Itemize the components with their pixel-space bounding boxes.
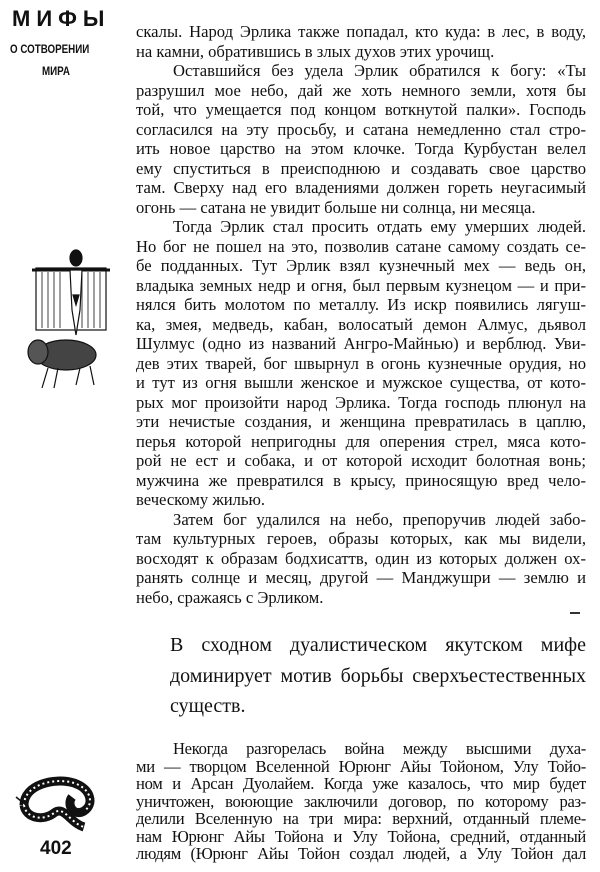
text-line: Некогда разгорелась война между высшими духа- [173, 739, 586, 758]
intro-line: доминирует мотив борьбы сверхъестественных [170, 664, 586, 687]
text-line: рых мог произойти народ Эрлика. Тогда господь плюнул на [136, 392, 586, 412]
text-line: Затем бог удалился на небо, препоручив людей забо- [173, 509, 586, 529]
text-line: на камни, обратившись в злых духов этих урочищ. [136, 41, 495, 61]
text-line: там. Сверху над его владениями должен гореть неугасимый [136, 178, 586, 197]
text-line: ему спуститься в преисподнюю и создавать свое царство [136, 158, 586, 178]
text-line: той, что умещается под концом воткнутой палки». Господь [136, 100, 586, 119]
text-line: дев этих тварей, бог швырнул в огонь кузнечные орудия, но [136, 353, 586, 373]
text-line: Шулмус (одно из названий Ангро-Майнью) и верблюд. Уви- [136, 334, 586, 353]
intro-paragraph [170, 630, 586, 722]
text-line: эти нечистые создания, и женщина превратилась в цаплю, [136, 412, 586, 431]
text-line: разрушил мое небо, дай же хоть немного земли, хотя бы [136, 80, 586, 100]
text-line: ить новое царство на этом клочке. Тогда Курбустан велел [136, 139, 586, 158]
serpent-ornament-illustration [14, 775, 98, 833]
text-line: рой не ест и собака, и от которой исходит болотная вонь; [136, 451, 586, 470]
text-line: ми — творцом Вселенной Юрюнг Айы Тойоном, Улу Тойо- [136, 756, 586, 776]
text-line: мужчина же превратился в крысу, приносящую вред чело- [136, 470, 586, 490]
text-line: делили Вселенную на три мира: верхний, отданный племе- [136, 809, 586, 828]
text-line: владыка земных недр и огня, был первым кузнецом — и при- [136, 275, 586, 295]
intro-line: В сходном дуалистическом якутском мифе [170, 634, 586, 656]
scan-mark [570, 612, 580, 614]
page-number: 402 [40, 838, 72, 859]
text-line: людям (Юрюнг Айы Тойон создал людей, а Улу Тойон дал [136, 844, 586, 863]
text-line: небо, сражаясь с Эрликом. [136, 587, 324, 607]
text-line: перья которой непригодны для оперения стрел, мяса кото- [136, 431, 586, 451]
intro-line: существ. [170, 695, 246, 717]
text-line: огонь — сатана не увидит больше ни солнца, ни месяца. [136, 197, 536, 217]
text-line: веческому жилью. [136, 490, 266, 509]
running-header-title: МИФЫ [12, 6, 111, 31]
text-line: ранять солнце и месяц, другой — Манджушри — землю и [136, 568, 586, 587]
text-line: Тогда Эрлик стал просить отдать ему умерших людей. [173, 217, 586, 236]
text-line: Оставшийся без удела Эрлик обратился к богу: «Ты [173, 61, 586, 80]
text-line: восходят к образам бодхисаттв, один из которых должен ох- [136, 548, 586, 568]
second-text-block [136, 740, 586, 863]
main-text-block [136, 22, 586, 607]
text-line: нам Юрюнг Айы Тойона и Улу Тойона, средний, отданный [136, 826, 586, 846]
text-line: и тут из огня вышли женское и мужское существа, от кото- [136, 373, 586, 392]
text-line: нялся бить молотом по металлу. Из искр появились лягуш- [136, 295, 586, 314]
text-line: ном и Арсан Дуолайем. Когда уже казалось, что мир будет [136, 774, 586, 793]
text-line: бе подданных. Тут Эрлик взял кузнечный мех — ведь он, [136, 256, 586, 275]
text-line: скалы. Народ Эрлика также попадал, кто куда: в лес, в воду, [136, 22, 586, 41]
text-line: уничтожен, воюющие заключили договор, по которому раз- [136, 791, 586, 811]
text-line: согласился на эту просьбу, и сатана немедленно стал стро- [136, 119, 586, 139]
text-line: Но бог не пошел на это, позволив сатане самому создать се- [136, 236, 586, 256]
running-header-subtitle-2: МИРА [42, 66, 70, 78]
text-line: ка, змея, медведь, кабан, волосатый демон Алмус, дьявол [136, 314, 586, 334]
text-line: там культурных героев, образы которых, как мы видели, [136, 529, 586, 548]
running-header-subtitle: О СОТВОРЕНИИ [10, 44, 90, 56]
figure-on-ram-illustration [14, 240, 110, 390]
